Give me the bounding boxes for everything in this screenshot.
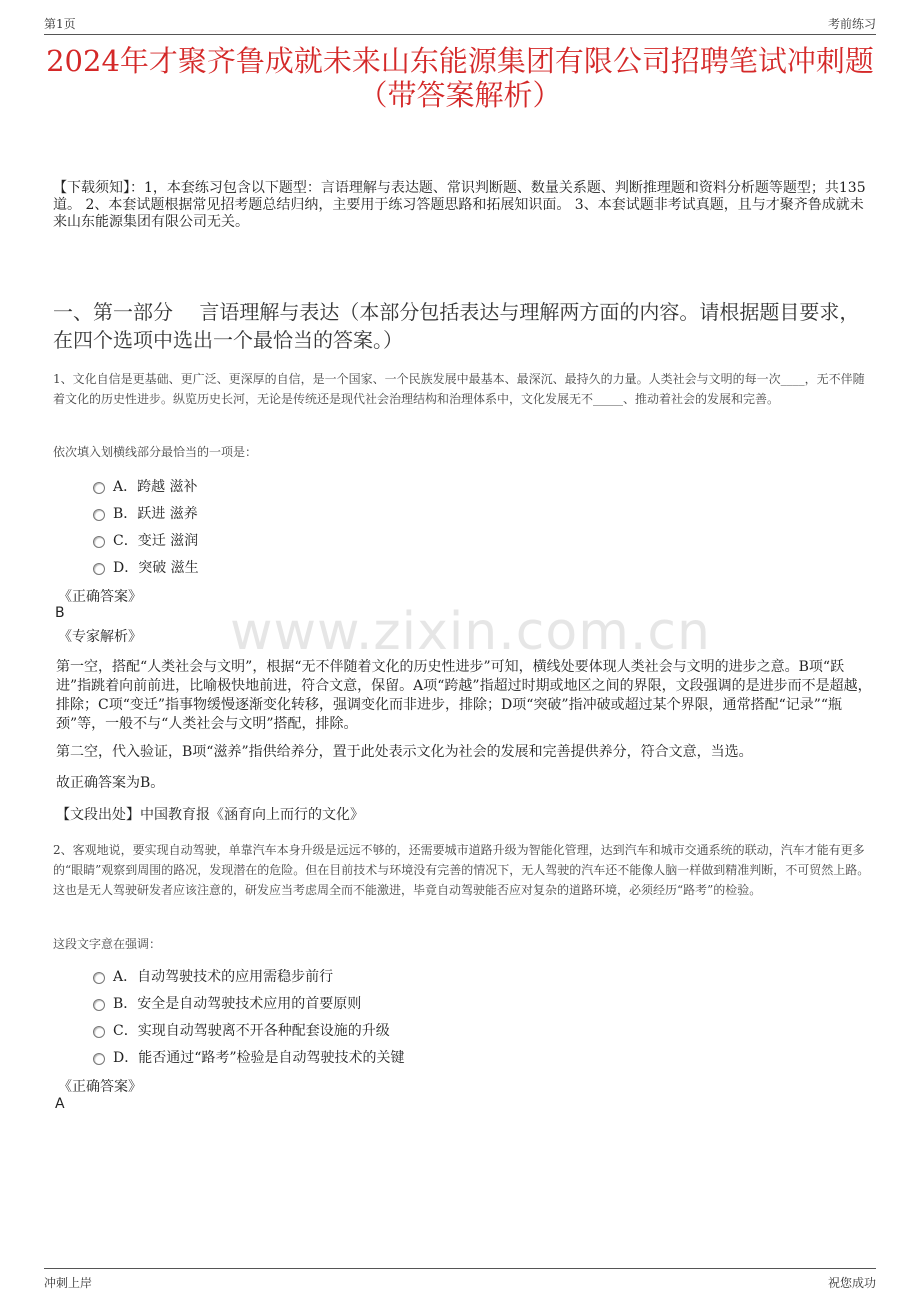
question-2-option-d[interactable] bbox=[93, 1047, 405, 1067]
radio-icon[interactable] bbox=[93, 509, 105, 521]
question-1-option-a[interactable] bbox=[93, 476, 198, 496]
radio-icon[interactable] bbox=[93, 536, 105, 548]
question-1-text: 1、文化自信是更基础、更广泛、更深厚的自信，是一个国家、一个民族发展中最基本、最深沉、最持久的力量。人类社会与文明的每一次____，无不伴随着文化的历史性进步。纵览历史长河，无论是传统还是现代社会治理结构和治理体系中，文化发展无不_____、推动着社会的发展和完善。 bbox=[53, 372, 865, 406]
header-tag: 考前练习 bbox=[827, 17, 876, 31]
radio-icon[interactable] bbox=[93, 1026, 105, 1038]
section-title: 一、第一部分 言语理解与表达（本部分包括表达与理解两方面的内容。请根据题目要求，在四个选项中选出一个最恰当的答案。） bbox=[53, 300, 860, 352]
question-2-answer-label: 《正确答案》 bbox=[58, 1079, 142, 1095]
question-1-analysis-label: 《专家解析》 bbox=[58, 629, 142, 645]
radio-icon[interactable] bbox=[93, 1053, 105, 1065]
question-1-option-d[interactable] bbox=[93, 557, 199, 577]
radio-icon[interactable] bbox=[93, 972, 105, 984]
page-header bbox=[44, 12, 876, 35]
footer-right: 祝您成功 bbox=[827, 1276, 876, 1290]
option-label: B．跃进 滋养 bbox=[113, 506, 198, 522]
option-label: D．能否通过“路考”检验是自动驾驶技术的关键 bbox=[113, 1050, 405, 1066]
download-notice: 【下载须知】：1，本套练习包含以下题型：言语理解与表达题、常识判断题、数量关系题、判断推理题和资料分析题等题型；共135道。 2、本套试题根据常见招考题总结归纳，主要用于练习答题思路和拓展知识面。 3、本套试题非考试真题，且与才聚齐鲁成就未来山东能源集团有限公司无关。 bbox=[53, 180, 866, 230]
analysis-paragraph-1: 第一空，搭配“人类社会与文明”，根据“无不伴随着文化的历史性进步”可知，横线处要体现人类社会与文明的进步之意。B项“跃进”指跳着向前前进，比喻极快地前进，符合文意，保留。A项“跨越”指超过时期或地区之间的界限，文段强调的是进步而不是超越，排除；C项“变迁”指事物缓慢逐渐变化转移，强调变化而非进步，排除；D项“突破”指冲破或超过某个界限，通常搭配“记录”“瓶颈”等，一般不与“人类社会与文明”搭配，排除。 bbox=[56, 659, 872, 732]
radio-icon[interactable] bbox=[93, 563, 105, 575]
analysis-paragraph-2: 第二空，代入验证，B项“滋养”指供给养分，置于此处表示文化为社会的发展和完善提供养分，符合文意，当选。 bbox=[56, 744, 753, 760]
page-number: 第1页 bbox=[44, 17, 76, 31]
document-title: 2024年才聚齐鲁成就未来山东能源集团有限公司招聘笔试冲刺题（带答案解析） bbox=[46, 44, 874, 112]
option-label: A．自动驾驶技术的应用需稳步前行 bbox=[113, 969, 334, 985]
page-footer bbox=[44, 1268, 876, 1293]
question-2-answer: A bbox=[55, 1096, 65, 1112]
radio-icon[interactable] bbox=[93, 482, 105, 494]
question-1-answer: B bbox=[55, 605, 65, 621]
question-2-option-c[interactable] bbox=[93, 1020, 390, 1040]
watermark: www.zixin.com.cn bbox=[230, 602, 711, 662]
option-label: D．突破 滋生 bbox=[113, 560, 199, 576]
question-1-answer-label: 《正确答案》 bbox=[58, 589, 142, 605]
option-label: C．变迁 滋润 bbox=[113, 533, 199, 549]
analysis-paragraph-3: 故正确答案为B。 bbox=[56, 775, 165, 791]
option-label: A．跨越 滋补 bbox=[113, 479, 198, 495]
question-2-option-b[interactable] bbox=[93, 993, 361, 1013]
option-label: B．安全是自动驾驶技术应用的首要原则 bbox=[113, 996, 362, 1012]
question-1-prompt: 依次填入划横线部分最恰当的一项是： bbox=[53, 445, 258, 459]
question-2-text: 2、客观地说，要实现自动驾驶，单靠汽车本身升级是远远不够的，还需要城市道路升级为智能化管理，达到汽车和城市交通系统的联动，汽车才能有更多的“眼睛”观察到周围的路况，发现潜在的危险。但在目前技术与环境没有完善的情况下，无人驾驶的汽车还不能像人脑一样做到精准判断，不可贸然上路。这也是无人驾驶研发者应该注意的，研发应当考虑周全而不能激进，毕竟自动驾驶能否应对复杂的道路环境，必须经历“路考”的检验。 bbox=[53, 843, 870, 897]
analysis-source: 【文段出处】中国教育报《涵育向上而行的文化》 bbox=[56, 807, 364, 823]
question-1-option-c[interactable] bbox=[93, 530, 198, 550]
question-1-option-b[interactable] bbox=[93, 503, 198, 523]
radio-icon[interactable] bbox=[93, 999, 105, 1011]
footer-left: 冲刺上岸 bbox=[44, 1276, 93, 1290]
question-2-prompt: 这段文字意在强调： bbox=[53, 937, 162, 951]
question-2-option-a[interactable] bbox=[93, 966, 333, 986]
option-label: C．实现自动驾驶离不开各种配套设施的升级 bbox=[113, 1023, 390, 1039]
